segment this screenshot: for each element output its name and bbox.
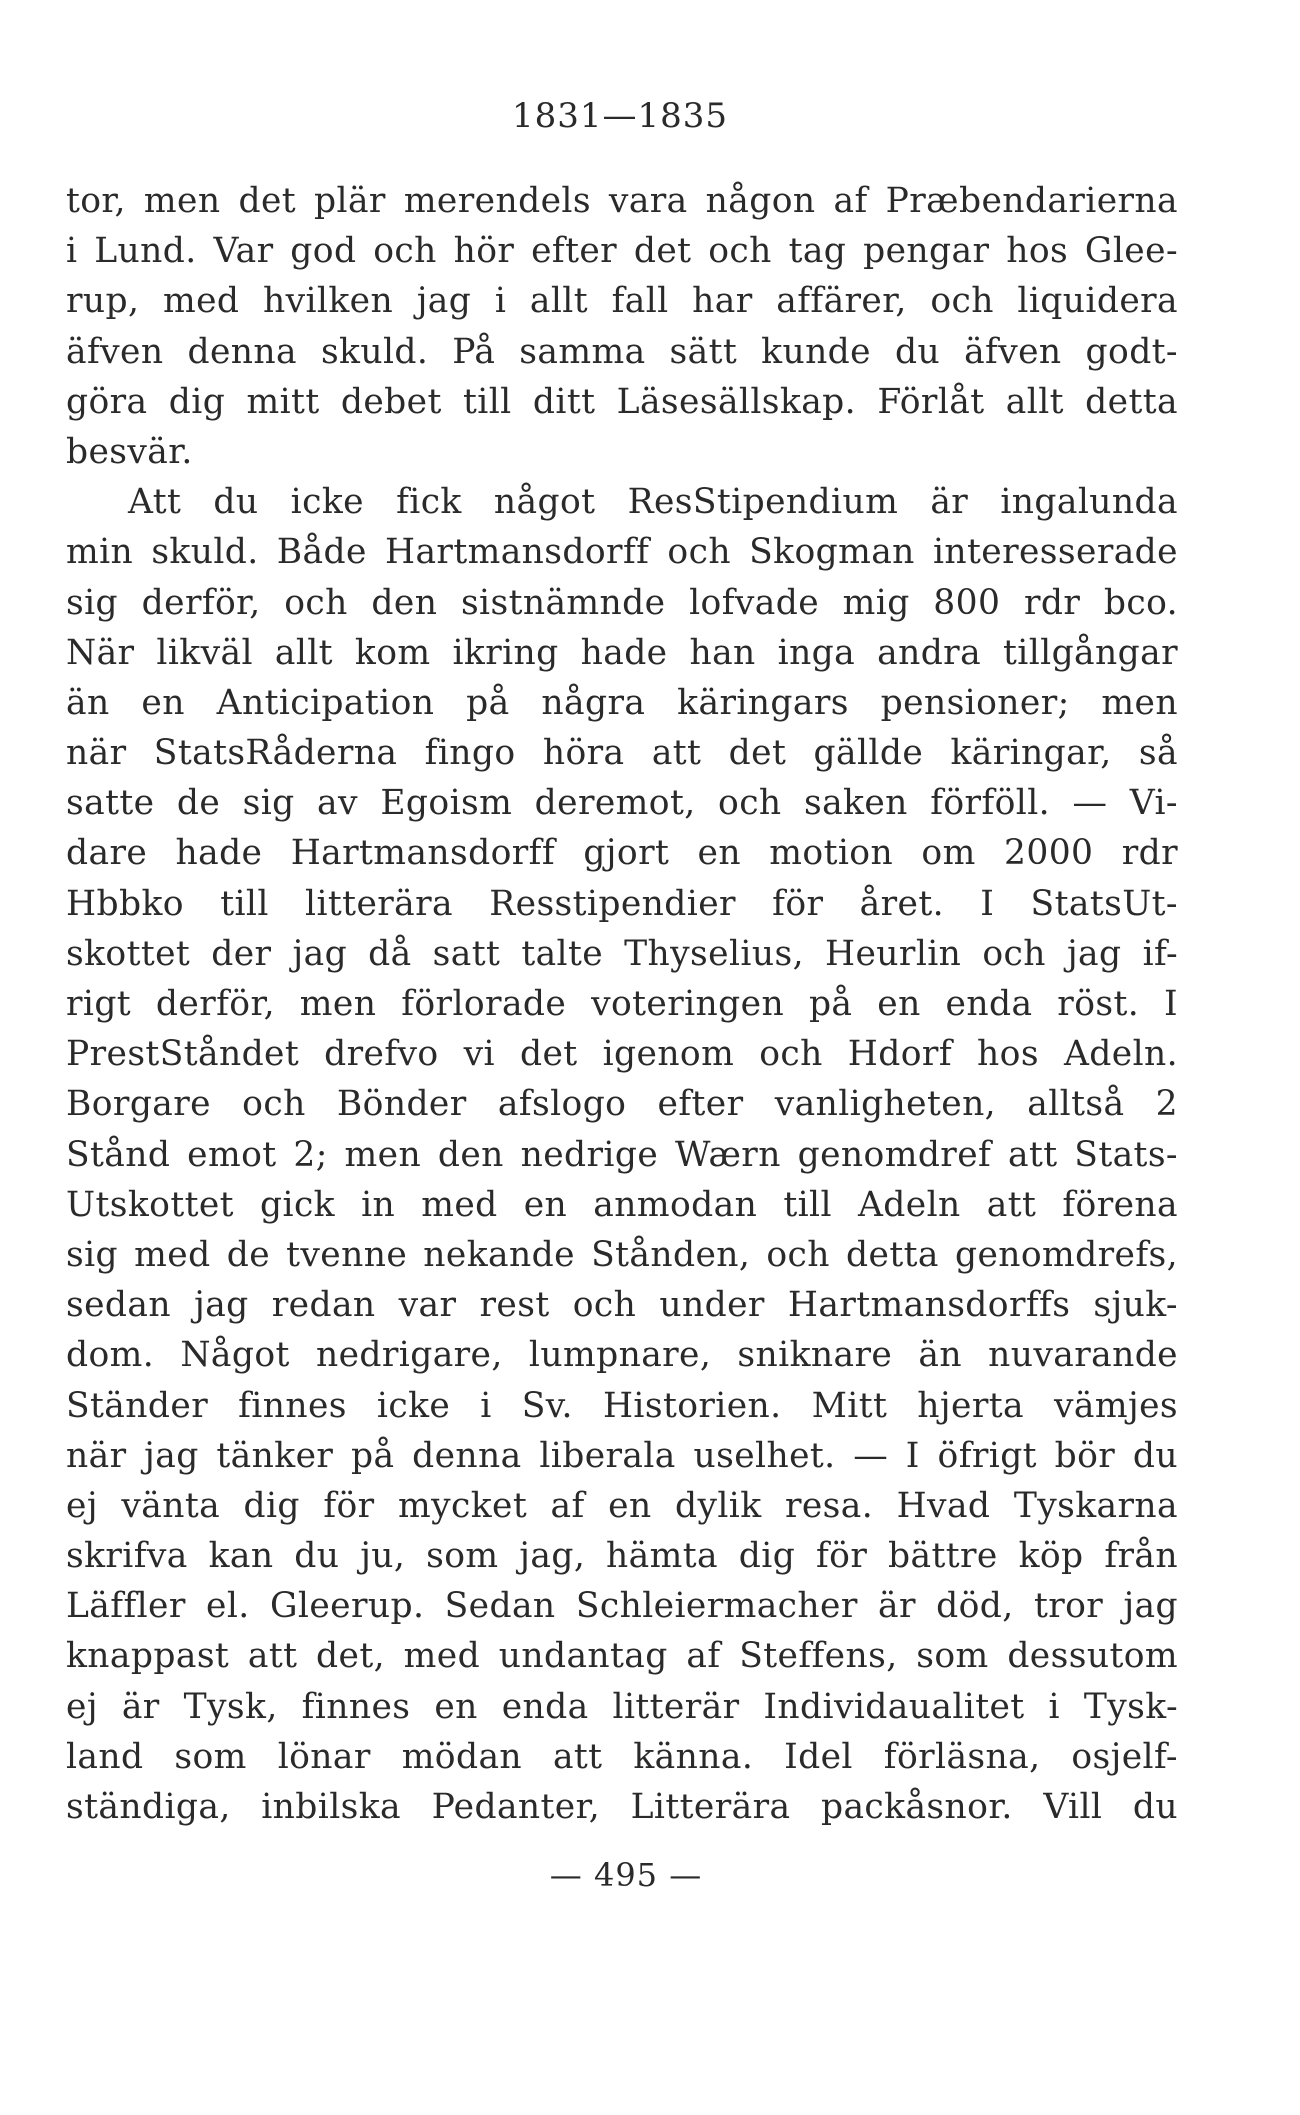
- body-text: [66, 176, 1178, 1832]
- text-line: sig derför, och den sistnämnde lofvade mig 800 rdr bco.: [66, 582, 1178, 623]
- text-line: När likväl allt kom ikring hade han inga andra tillgångar: [66, 632, 1178, 673]
- text-line: tor, men det plär merendels vara någon af Præbendarierna: [66, 181, 1178, 221]
- text-line: ständiga, inbilska Pedanter, Litterära packåsnor. Vill du: [66, 1787, 1178, 1827]
- text-line: göra dig mitt debet till ditt Läsesällskap. Förlåt allt detta: [66, 381, 1178, 422]
- text-line: besvär.: [66, 431, 193, 472]
- text-line: PrestStåndet drefvo vi det igenom och Hdorf hos Adeln.: [66, 1034, 1178, 1075]
- text-line: Stånd emot 2; men den nedrige Wærn genomdref att Stats-: [66, 1134, 1178, 1175]
- text-line: i Lund. Var god och hör efter det och tag pengar hos Glee-: [66, 231, 1178, 272]
- text-line: dom. Något nedrigare, lumpnare, sniknare än nuvarande: [66, 1335, 1178, 1376]
- text-line: när StatsRåderna fingo höra att det gällde käringar, så: [66, 733, 1178, 774]
- text-line: Borgare och Bönder afslogo efter vanligheten, alltså 2: [66, 1084, 1178, 1125]
- text-line: ej vänta dig för mycket af en dylik resa. Hvad Tyskarna: [66, 1485, 1178, 1526]
- text-line: Ständer finnes icke i Sv. Historien. Mitt hjerta vämjes: [66, 1385, 1178, 1426]
- text-line: rigt derför, men förlorade voteringen på en enda röst. I: [66, 984, 1178, 1024]
- text-line: Läffler el. Gleerup. Sedan Schleiermacher är död, tror jag: [66, 1586, 1178, 1627]
- text-line: sedan jag redan var rest och under Hartmansdorffs sjuk-: [66, 1285, 1178, 1326]
- text-line: när jag tänker på denna liberala uselhet. — I öfrigt bör du: [66, 1435, 1178, 1476]
- text-line: Utskottet gick in med en anmodan till Adeln att förena: [66, 1184, 1178, 1225]
- text-line: Hbbko till litterära Resstipendier för året. I StatsUt-: [66, 883, 1178, 924]
- text-line: knappast att det, med undantag af Steffens, som dessutom: [66, 1636, 1178, 1677]
- text-line: äfven denna skuld. På samma sätt kunde du äfven godt-: [66, 331, 1178, 372]
- text-line: rup, med hvilken jag i allt fall har affärer, och liquidera: [66, 281, 1178, 322]
- text-line: min skuld. Både Hartmansdorff och Skogman interesserade: [66, 532, 1178, 573]
- text-line: sig med de tvenne nekande Stånden, och detta genomdrefs,: [66, 1234, 1178, 1275]
- running-head: 1831—1835: [511, 96, 729, 136]
- text-line: land som lönar mödan att känna. Idel förläsna, osjelf-: [66, 1736, 1178, 1777]
- text-line: skottet der jag då satt talte Thyselius, Heurlin och jag if-: [66, 933, 1178, 974]
- page-number: — 495 —: [549, 1856, 703, 1894]
- text-line: Att du icke fick något ResStipendium är ingalunda: [128, 482, 1178, 523]
- text-line: skrifva kan du ju, som jag, hämta dig för bättre köp från: [66, 1536, 1178, 1577]
- text-line: satte de sig av Egoism deremot, och saken förföll. — Vi-: [66, 783, 1178, 824]
- text-line: ej är Tysk, finnes en enda litterär Individaualitet i Tysk-: [66, 1686, 1178, 1727]
- text-line: än en Anticipation på några käringars pensioner; men: [66, 682, 1178, 723]
- text-line: dare hade Hartmansdorff gjort en motion om 2000 rdr: [66, 833, 1178, 874]
